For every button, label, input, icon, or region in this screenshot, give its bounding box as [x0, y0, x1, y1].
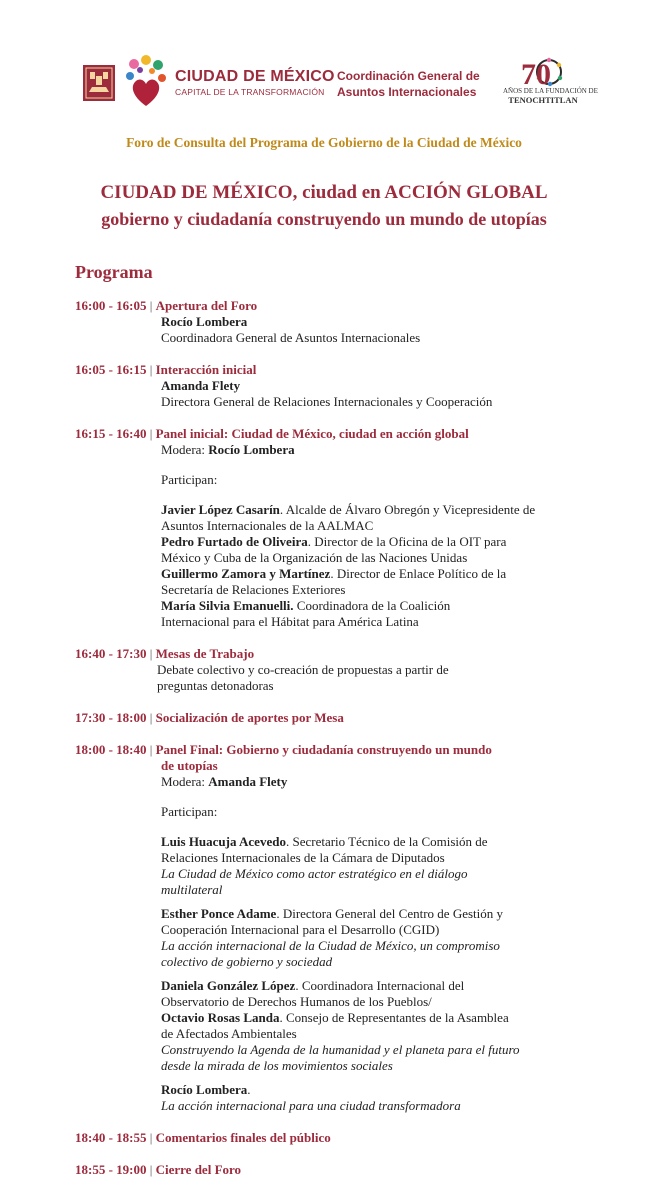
item-time: 16:05 - 16:15 [75, 362, 147, 377]
moderator [75, 442, 595, 458]
program-item [75, 362, 595, 410]
participant-desc: Coordinadora de la Coalición [293, 598, 451, 613]
item-header: 16:15 - 16:40 | Panel inicial: Ciudad de México, ciudad en acción global [75, 426, 469, 441]
participant-desc-line: México y Cuba de la Organización de las Naciones Unidas [161, 550, 468, 565]
item-desc: Debate colectivo y co-creación de propuestas a partir de [157, 662, 449, 677]
item-time: 18:55 - 19:00 [75, 1162, 147, 1177]
participant-name: Javier López Casarín [161, 502, 280, 517]
logo-title: CIUDAD DE MÉXICO [175, 68, 335, 85]
item-title: Interacción inicial [155, 362, 257, 377]
participant [75, 534, 595, 550]
participant-topic: desde la mirada de los movimientos sociales [161, 1058, 393, 1073]
participant-topic: La acción internacional de la Ciudad de México, un compromiso [161, 938, 500, 953]
participant-desc: . Director de la Oficina de la OIT para [307, 534, 507, 549]
participant-topic: La acción internacional para una ciudad transformadora [161, 1098, 461, 1113]
program-list [75, 298, 595, 1194]
item-title: Mesas de Trabajo [155, 646, 255, 661]
anniversary-logo [517, 52, 567, 92]
participant-name: Octavio Rosas Landa [161, 1010, 280, 1025]
participant [75, 834, 595, 850]
participant-desc: . Alcalde de Álvaro Obregón y Vicepresidente de [279, 502, 536, 517]
item-header: 18:40 - 18:55 | Comentarios finales del público [75, 1130, 331, 1145]
participant-desc: . Coordinadora Internacional del [295, 978, 465, 993]
item-header: 16:05 - 16:15 | Interacción inicial [75, 362, 257, 377]
participant-desc-line: de Afectados Ambientales [161, 1026, 297, 1041]
participant [75, 1082, 595, 1098]
participant-desc: . Consejo de Representantes de la Asamblea [279, 1010, 509, 1025]
speaker-role: Directora General de Relaciones Internacionales y Cooperación [161, 394, 493, 409]
item-title: Comentarios finales del público [155, 1130, 331, 1145]
item-title-cont: de utopías [161, 758, 218, 773]
participant-desc-line: Cooperación Internacional para el Desarrollo (CGID) [161, 922, 440, 937]
item-header: 17:30 - 18:00 | Socialización de aportes por Mesa [75, 710, 344, 725]
item-time: 16:40 - 17:30 [75, 646, 147, 661]
item-time: 16:00 - 16:05 [75, 298, 147, 313]
participant-topic: colectivo de gobierno y sociedad [161, 954, 333, 969]
moderator [75, 774, 595, 790]
participant-topic: La Ciudad de México como actor estratégico en el diálogo [161, 866, 468, 881]
participant-name: María Silvia Emanuelli. [161, 598, 294, 613]
event-subtitle: gobierno y ciudadanía construyendo un mundo de utopías [101, 209, 547, 229]
item-time: 18:00 - 18:40 [75, 742, 147, 757]
coordination-line-2: Asuntos Internacionales [337, 85, 477, 99]
item-desc: preguntas detonadoras [157, 678, 274, 693]
moderator-name: Rocío Lombera [208, 442, 295, 457]
participants-label: Participan: [161, 472, 218, 487]
participant-name: Esther Ponce Adame [161, 906, 277, 921]
participant-desc-line: Observatorio de Derechos Humanos de los Pueblos/ [161, 994, 432, 1009]
participant [75, 566, 595, 582]
participant-desc-line: Internacional para el Hábitat para América Latina [161, 614, 419, 629]
participant-desc-line: Relaciones Internacionales de la Cámara de Diputados [161, 850, 445, 865]
item-title: Cierre del Foro [155, 1162, 242, 1177]
program-item [75, 646, 595, 694]
participant-name: Pedro Furtado de Oliveira [161, 534, 308, 549]
participant [75, 978, 595, 994]
forum-title: Foro de Consulta del Programa de Gobierno de la Ciudad de México [126, 135, 522, 150]
heart-flowers-icon [124, 54, 168, 110]
item-title: Apertura del Foro [155, 298, 258, 313]
participant-name: Daniela González López [161, 978, 296, 993]
participant-desc: . [247, 1082, 251, 1097]
program-item [75, 298, 595, 346]
item-title: Panel Final: Gobierno y ciudadanía construyendo un mundo [155, 742, 492, 757]
speaker-name: Rocío Lombera [161, 314, 248, 329]
participant-desc-line: Secretaría de Relaciones Exteriores [161, 582, 346, 597]
participant-desc: . Secretario Técnico de la Comisión de [285, 834, 488, 849]
moderator-label: Modera: [161, 774, 209, 789]
participant-desc: . Director de Enlace Político de la [330, 566, 507, 581]
participant-topic: Construyendo la Agenda de la humanidad y el planeta para el futuro [161, 1042, 520, 1057]
coordination-line-1: Coordinación General de [337, 69, 480, 83]
participant [75, 502, 595, 518]
participant [75, 906, 595, 922]
participant-name: Rocío Lombera [161, 1082, 248, 1097]
anniversary-number: 70 [521, 58, 551, 91]
speaker-role: Coordinadora General de Asuntos Internacionales [161, 330, 421, 345]
participant-name: Guillermo Zamora y Martínez [161, 566, 331, 581]
participants-label: Participan: [161, 804, 218, 819]
item-time: 18:40 - 18:55 [75, 1130, 147, 1145]
item-header: 16:00 - 16:05 | Apertura del Foro [75, 298, 258, 313]
item-header: 16:40 - 17:30 | Mesas de Trabajo [75, 646, 255, 661]
moderator-label: Modera: [161, 442, 209, 457]
item-time: 17:30 - 18:00 [75, 710, 147, 725]
program-item [75, 1162, 595, 1178]
anniversary-line-1: AÑOS DE LA FUNDACIÓN DE [503, 87, 598, 95]
program-item [75, 742, 595, 1114]
item-header: 18:00 - 18:40 | Panel Final: Gobierno y ciudadanía construyendo un mundo [75, 742, 492, 757]
anniversary-line-2: TENOCHTITLAN [508, 95, 578, 105]
item-title: Panel inicial: Ciudad de México, ciudad en acción global [155, 426, 469, 441]
participant-desc: . Directora General del Centro de Gestión y [276, 906, 504, 921]
participant-desc-line: Asuntos Internacionales de la AALMAC [161, 518, 374, 533]
participant [75, 598, 595, 614]
event-title: CIUDAD DE MÉXICO, ciudad en ACCIÓN GLOBAL [100, 182, 548, 203]
moderator-name: Amanda Flety [208, 774, 288, 789]
programa-heading: Programa [75, 262, 153, 282]
city-crest-icon [82, 64, 116, 102]
item-time: 16:15 - 16:40 [75, 426, 147, 441]
program-item [75, 1130, 595, 1146]
item-header: 18:55 - 19:00 | Cierre del Foro [75, 1162, 242, 1177]
participant-topic: multilateral [161, 882, 223, 897]
program-item [75, 710, 595, 726]
participant-name: Luis Huacuja Acevedo [161, 834, 286, 849]
speaker-name: Amanda Flety [161, 378, 241, 393]
item-title: Socialización de aportes por Mesa [155, 710, 344, 725]
participant [75, 1010, 595, 1026]
program-item [75, 426, 595, 630]
logo-subtitle: CAPITAL DE LA TRANSFORMACIÓN [175, 87, 325, 97]
